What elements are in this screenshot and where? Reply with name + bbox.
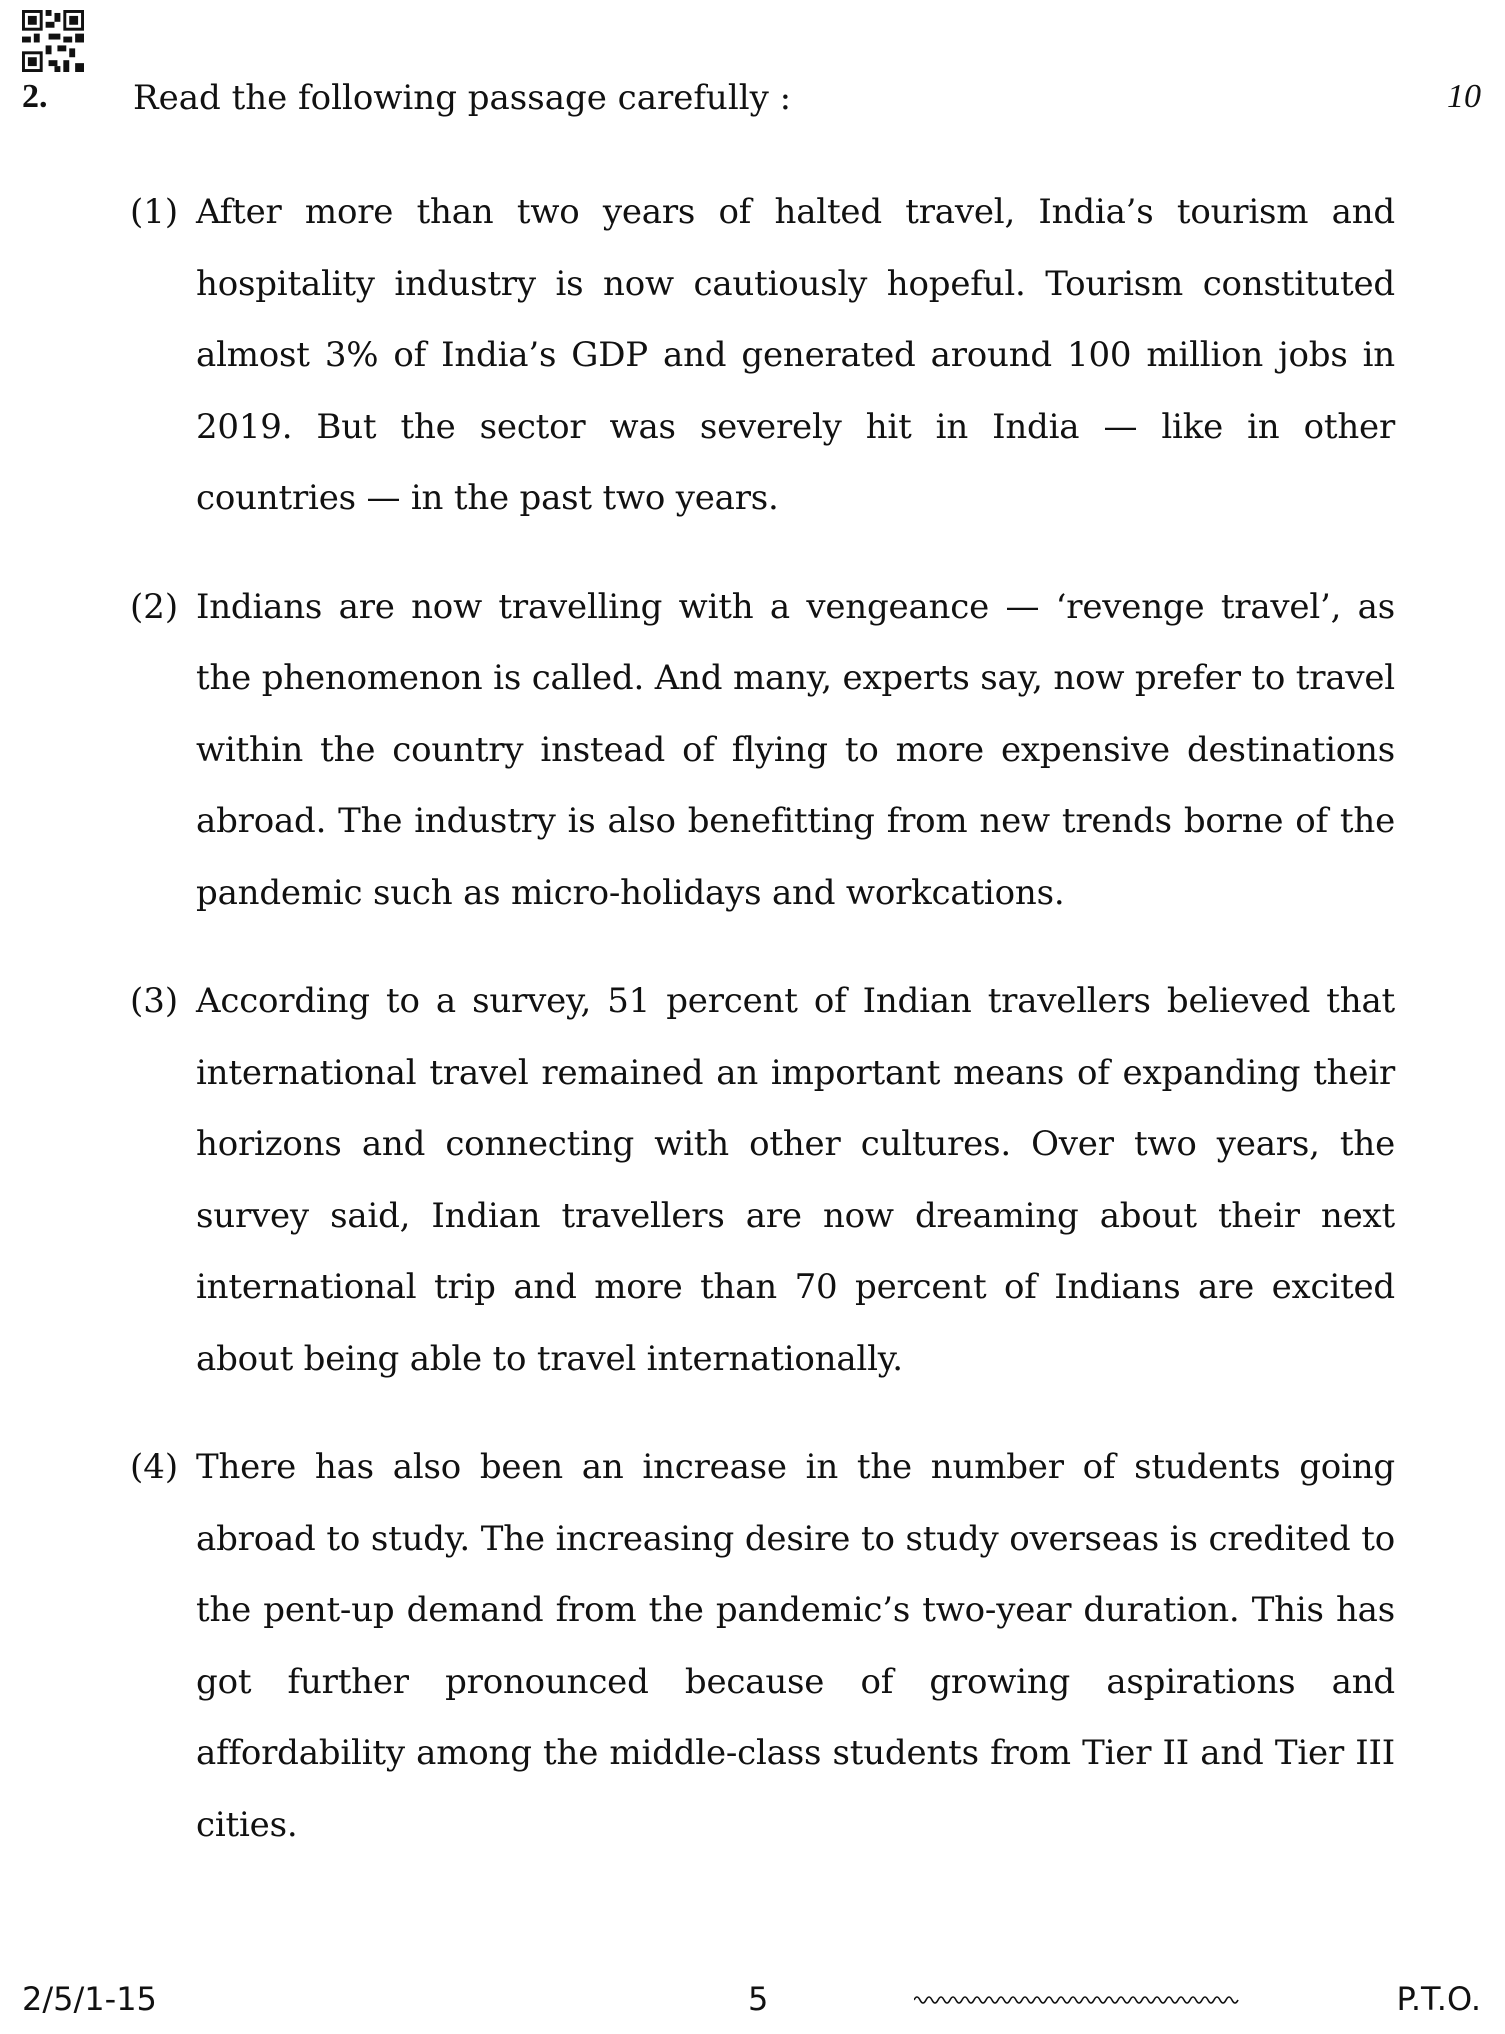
paragraph-text: Indians are now travelling with a vengeance — ‘revenge travel’, as the phenomenon is called. And many, experts say, now prefer to travel within the country instead of flying to more expensive destinations abroad. The industry is also benefitting from new trends borne of the pandemic such as micro-holidays and workcations. — [196, 586, 1395, 913]
paragraph-text: There has also been an increase in the number of students going abroad to study. The increasing desire to study overseas is credited to the pent-up demand from the pandemic’s two-year duration. This has got further pronounced because of growing aspirations and affordability among the middle-class students from Tier II and Tier III cities. — [196, 1447, 1395, 1845]
passage-paragraph-1 — [130, 177, 1395, 535]
question-marks: 10 — [1447, 78, 1481, 115]
paragraph-text: After more than two years of halted travel, India’s tourism and hospitality industry is now cautiously hopeful. Tourism constituted almost 3% of India’s GDP and generated around 100 million jobs in 2019. But the sector was severely hit in India — like in other countries — in the past two years. — [196, 192, 1395, 518]
page-number: 5 — [748, 1980, 769, 2018]
question-number: 2. — [22, 78, 48, 115]
paragraph-number: (2) — [130, 586, 179, 627]
qr-code-icon — [22, 10, 84, 72]
passage-paragraph-4 — [130, 1432, 1395, 1861]
passage-paragraph-3 — [130, 966, 1395, 1395]
wavy-line-decoration — [914, 1993, 1240, 2007]
paragraph-text: According to a survey, 51 percent of Indian travellers believed that international travel remained an important means of expanding their horizons and connecting with other cultures. Over two years, the survey said, Indian travellers are now dreaming about their next international trip and more than 70 percent of Indians are excited about being able to travel internationally. — [196, 981, 1395, 1379]
paragraph-number: (4) — [130, 1447, 179, 1487]
passage — [130, 177, 1395, 1898]
paragraph-number: (3) — [130, 981, 179, 1021]
passage-paragraph-2 — [130, 572, 1395, 930]
pto-marker: P.T.O. — [1396, 1980, 1481, 2018]
paragraph-number: (1) — [130, 192, 179, 232]
paper-code: 2/5/1-15 — [22, 1980, 157, 2018]
question-instruction: Read the following passage carefully : — [133, 78, 792, 118]
